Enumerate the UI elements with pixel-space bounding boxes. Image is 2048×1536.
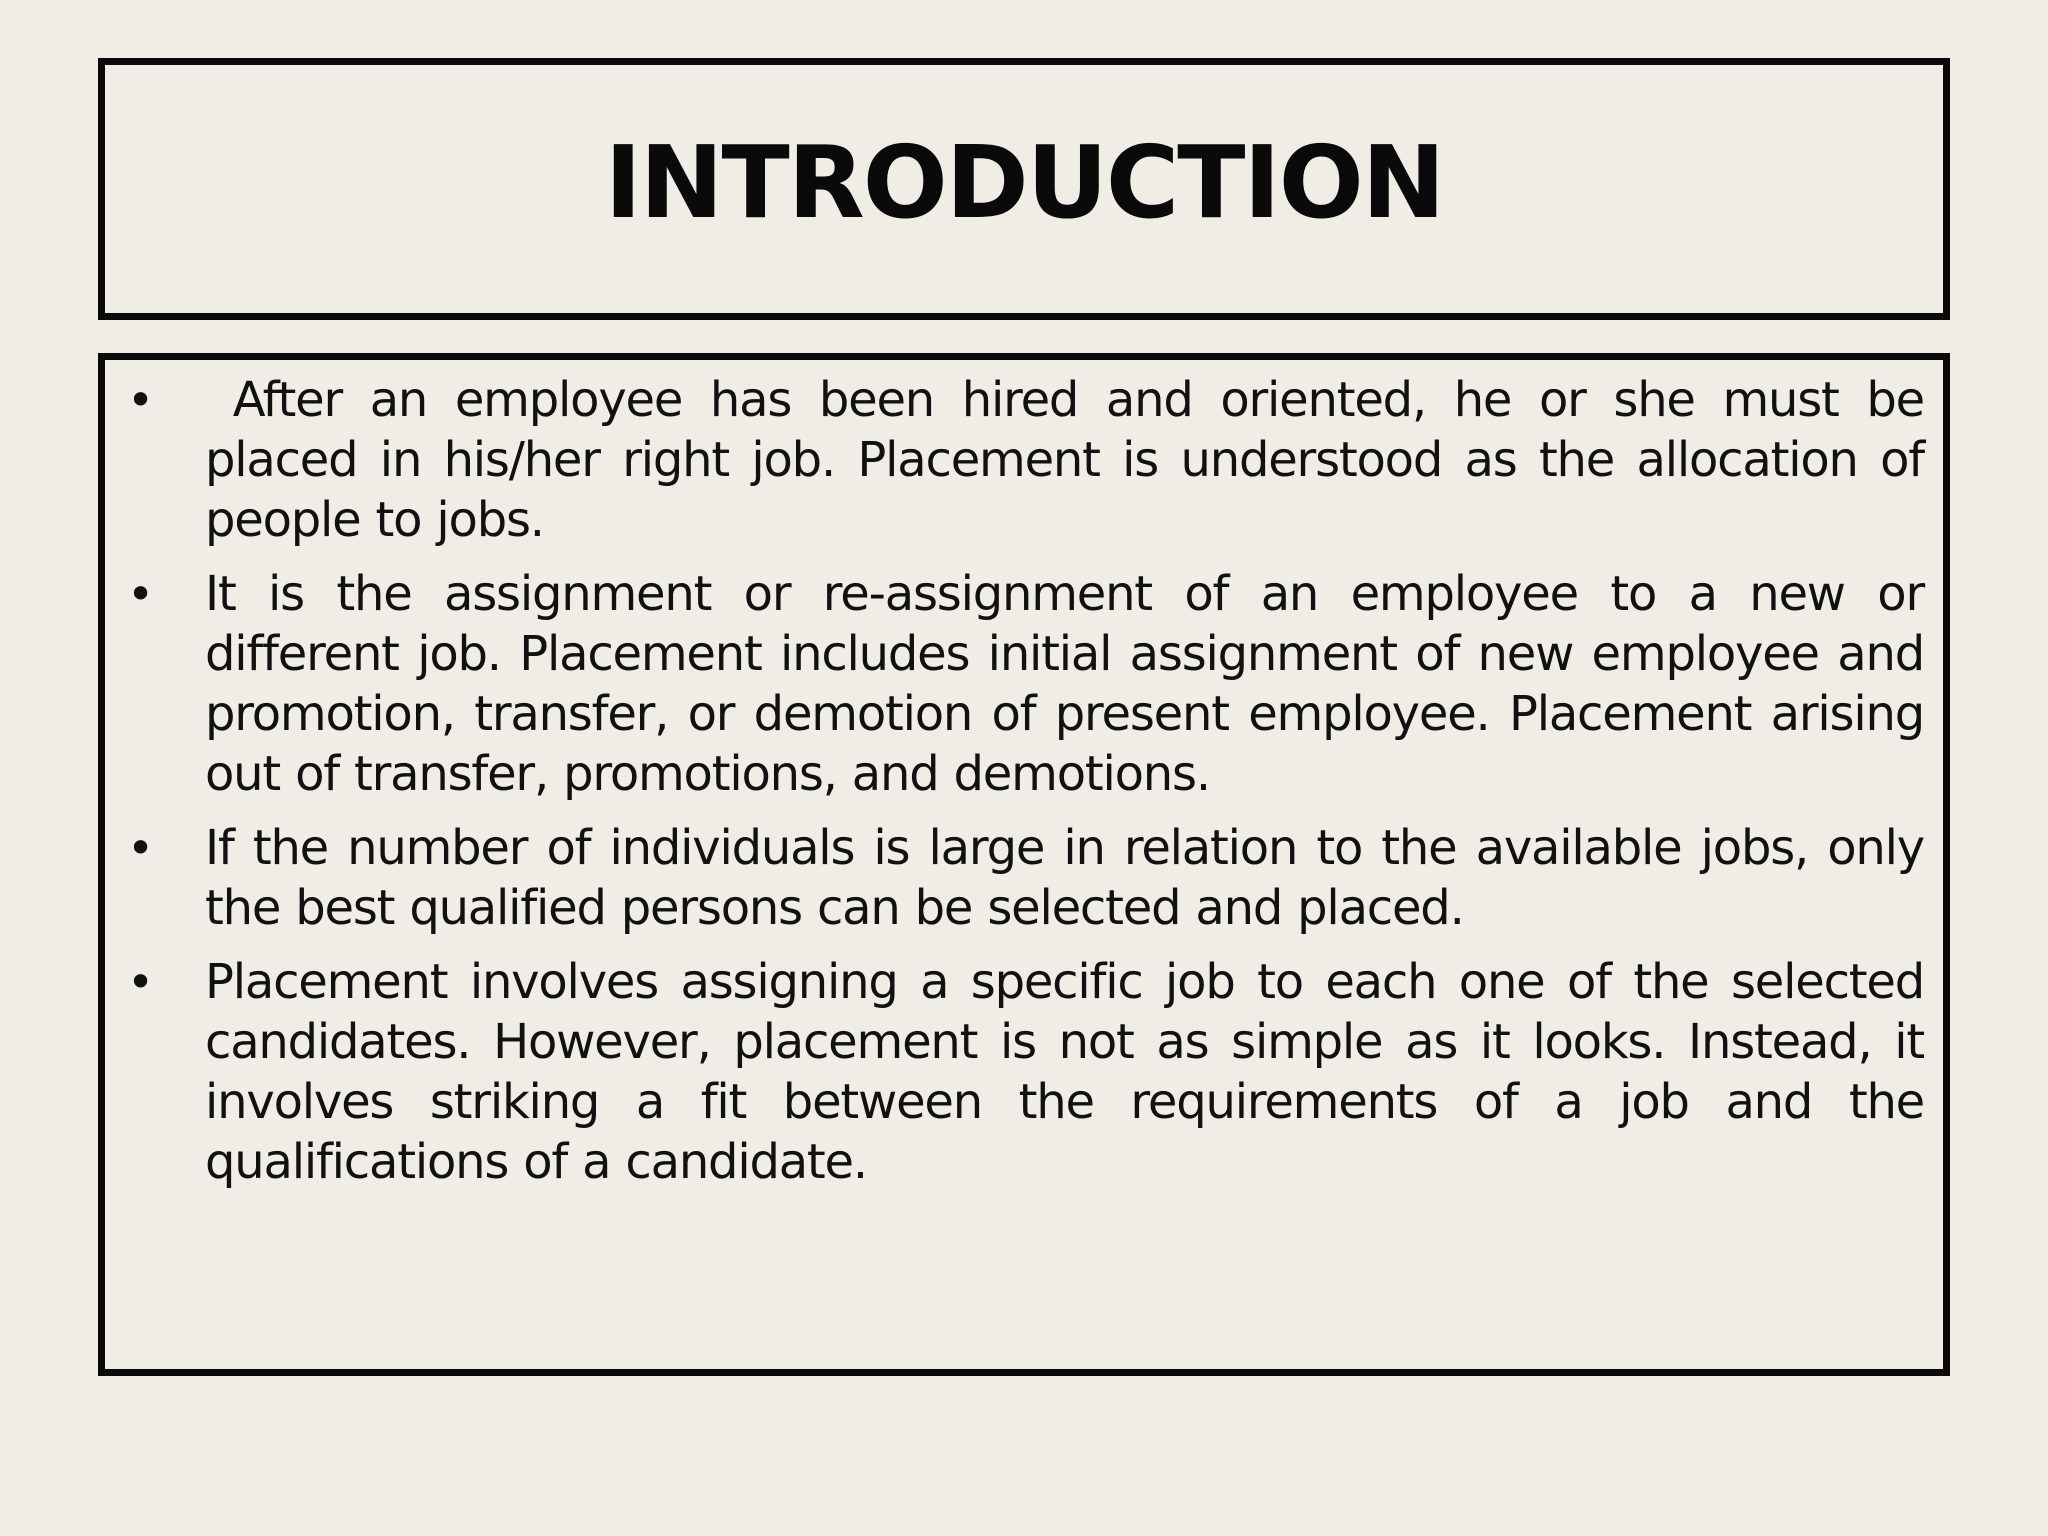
bullet-icon: •: [127, 955, 155, 1009]
bullet-text: Placement involves assigning a specific job to each one of the selected candidates. However, placement is not as simple as it looks. Instead, it involves striking a fit between the requirements of a job and the qualifications of a candidate.: [205, 954, 1924, 1190]
bullet-icon: •: [127, 373, 155, 427]
bullet-item: [105, 952, 1943, 1192]
bullet-text: After an employee has been hired and oriented, he or she must be placed in his/her right job. Placement is understood as the allocation of people to jobs.: [205, 372, 1940, 548]
content-box: [98, 353, 1950, 1376]
bullet-text: It is the assignment or re-assignment of an employee to a new or different job. Placement includes initial assignment of new employee and promotion, transfer, or demotion of present employee. Placement arising out of transfer, promotions, and demotions.: [205, 566, 1924, 802]
bullet-text: If the number of individuals is large in relation to the available jobs, only the best qualified persons can be selected and placed.: [205, 820, 1924, 936]
bullet-item: [105, 370, 1943, 550]
bullet-item: [105, 818, 1943, 938]
bullet-icon: •: [127, 567, 155, 621]
bullet-list: [105, 370, 1943, 1206]
slide-title: INTRODUCTION: [604, 124, 1444, 241]
title-box: [98, 58, 1950, 320]
bullet-item: [105, 564, 1943, 804]
bullet-icon: •: [127, 821, 155, 875]
